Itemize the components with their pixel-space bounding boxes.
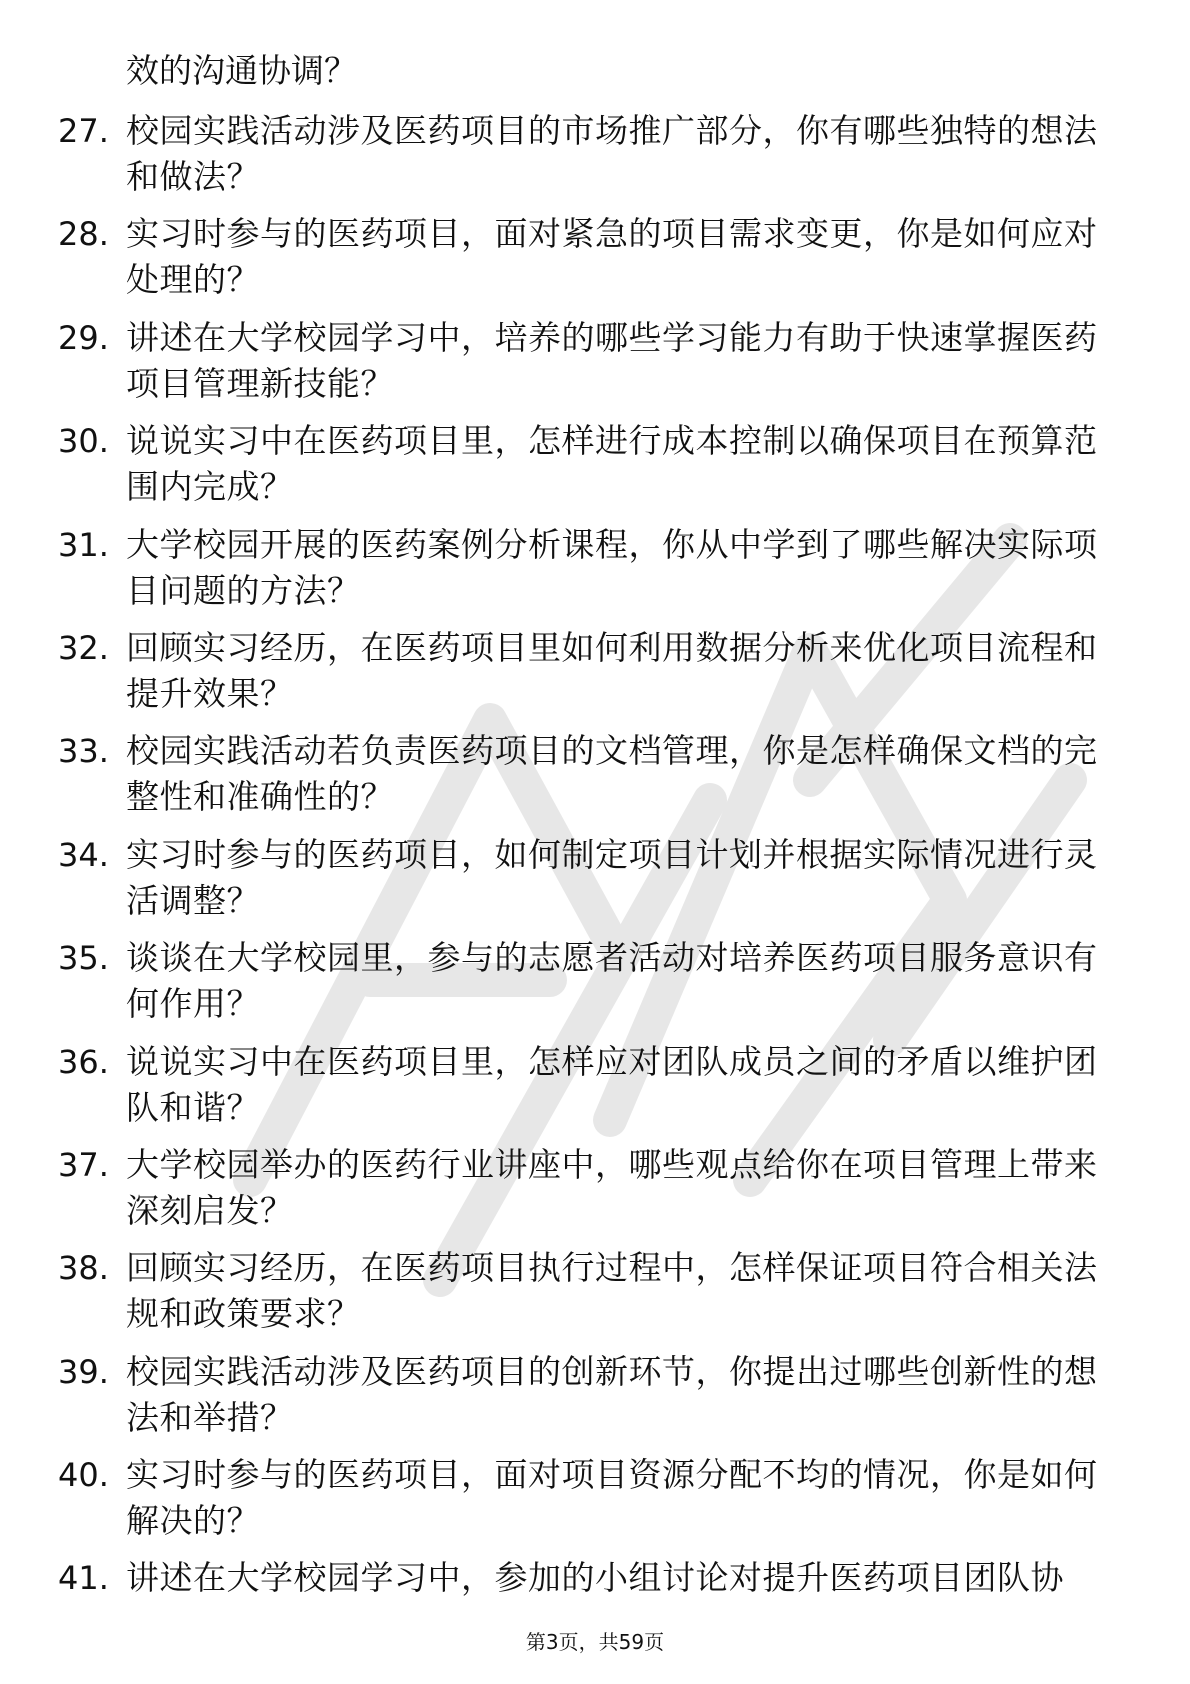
question-number: 32. (58, 628, 109, 667)
list-item (0, 921, 1190, 1024)
question-text: 校园实践活动涉及医药项目的市场推广部分，你有哪些独特的想法和做法？ (126, 111, 1098, 196)
question-text: 说说实习中在医药项目里，怎样应对团队成员之间的矛盾以维护团队和谐？ (126, 1041, 1098, 1127)
question-text: 实习时参与的医药项目，如何制定项目计划并根据实际情况进行灵活调整？ (126, 834, 1098, 920)
question-text: 实习时参与的医药项目，面对紧急的项目需求变更，你是如何应对处理的？ (126, 214, 1098, 300)
list-item (0, 818, 1190, 921)
list-item (0, 1025, 1190, 1128)
list-item (0, 1231, 1190, 1334)
continued-question-text: 效的沟通协调？ (126, 51, 357, 90)
question-number: 40. (58, 1456, 109, 1495)
question-number: 34. (58, 835, 109, 874)
question-number: 38. (58, 1249, 109, 1288)
question-text: 校园实践活动若负责医药项目的文档管理，你是怎样确保文档的完整性和准确性的？ (126, 731, 1098, 817)
question-text: 回顾实习经历，在医药项目执行过程中，怎样保证项目符合相关法规和政策要求？ (126, 1248, 1098, 1334)
list-item (0, 714, 1190, 817)
question-number: 30. (58, 422, 109, 461)
list-item (0, 1128, 1190, 1231)
question-text: 谈谈在大学校园里，参与的志愿者活动对培养医药项目服务意识有何作用？ (126, 938, 1098, 1024)
list-item (0, 301, 1190, 404)
question-number: 29. (58, 318, 109, 357)
question-number: 28. (58, 215, 109, 254)
list-item (0, 94, 1190, 197)
list-item (0, 508, 1190, 611)
page-number-footer: 第3页，共59页 (525, 1630, 665, 1654)
question-number: 39. (58, 1352, 109, 1391)
question-number: 33. (58, 732, 109, 771)
question-text: 校园实践活动涉及医药项目的创新环节，你提出过哪些创新性的想法和举措？ (126, 1351, 1098, 1437)
list-item (0, 1335, 1190, 1438)
question-text: 说说实习中在医药项目里，怎样进行成本控制以确保项目在预算范围内完成？ (126, 421, 1098, 507)
question-text: 实习时参与的医药项目，面对项目资源分配不均的情况，你是如何解决的？ (126, 1455, 1098, 1541)
question-text: 大学校园举办的医药行业讲座中，哪些观点给你在项目管理上带来深刻启发？ (126, 1144, 1098, 1230)
question-number: 37. (58, 1145, 109, 1184)
question-number: 35. (58, 939, 109, 978)
question-number: 36. (58, 1042, 109, 1081)
list-item (0, 197, 1190, 300)
list-item (0, 611, 1190, 714)
question-list (0, 94, 1190, 1645)
list-item (0, 404, 1190, 507)
question-number: 41. (58, 1559, 109, 1598)
question-text: 回顾实习经历，在医药项目里如何利用数据分析来优化项目流程和提升效果？ (126, 627, 1098, 713)
question-text: 大学校园开展的医药案例分析课程，你从中学到了哪些解决实际项目问题的方法？ (126, 524, 1098, 610)
list-item (0, 1438, 1190, 1541)
question-number: 31. (58, 525, 109, 564)
question-text: 讲述在大学校园学习中，参加的小组讨论对提升医药项目团队协 (126, 1558, 1064, 1598)
question-number: 27. (58, 112, 109, 150)
question-text: 讲述在大学校园学习中，培养的哪些学习能力有助于快速掌握医药项目管理新技能？ (126, 317, 1098, 403)
